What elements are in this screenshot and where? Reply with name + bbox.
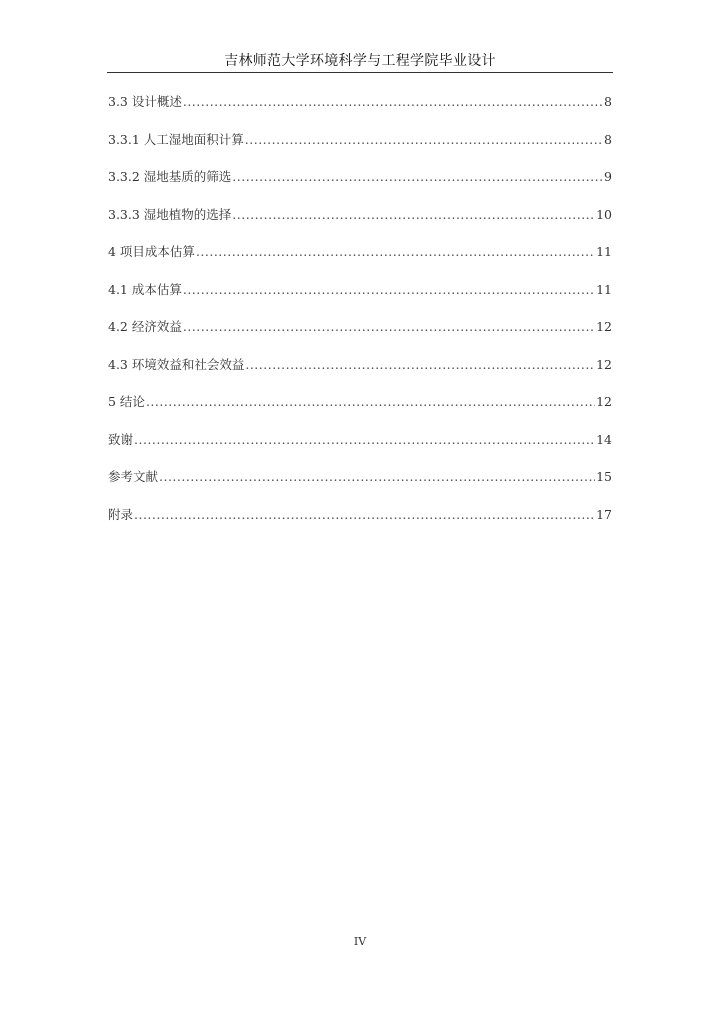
toc-entry[interactable] bbox=[108, 505, 612, 543]
toc-entry[interactable] bbox=[108, 92, 612, 130]
toc-entry-page: 10 bbox=[596, 206, 612, 222]
toc-entry[interactable] bbox=[108, 355, 612, 393]
toc-entry-page: 15 bbox=[596, 469, 612, 484]
toc-entry[interactable] bbox=[108, 130, 612, 168]
toc-dot-leader bbox=[183, 94, 603, 109]
toc-dot-leader bbox=[232, 169, 603, 184]
toc-dot-leader bbox=[159, 469, 595, 484]
toc-entry-title: 4.1 成本估算 bbox=[108, 281, 182, 297]
toc-entry[interactable] bbox=[108, 467, 612, 505]
toc-dot-leader bbox=[183, 319, 595, 334]
page-header-title: 吉林师范大学环境科学与工程学院毕业设计 bbox=[224, 53, 496, 69]
toc-entry-title: 3.3.3 湿地植物的选择 bbox=[108, 206, 232, 222]
toc-dot-leader bbox=[134, 507, 595, 522]
toc-entry-page: 12 bbox=[596, 319, 612, 334]
toc-entry[interactable] bbox=[108, 205, 612, 243]
toc-entry-page: 14 bbox=[596, 431, 612, 447]
toc-entry-title: 3.3.1 人工湿地面积计算 bbox=[108, 131, 244, 147]
toc-entry-title: 5 结论 bbox=[108, 394, 145, 409]
toc-entry-page: 11 bbox=[596, 244, 612, 259]
toc-dot-leader bbox=[146, 394, 595, 409]
header-divider bbox=[107, 72, 613, 73]
toc-entry-title: 参考文献 bbox=[108, 469, 159, 484]
toc-entry-title: 3.3.2 湿地基质的筛选 bbox=[108, 169, 232, 184]
toc-dot-leader bbox=[183, 282, 595, 297]
toc-dot-leader bbox=[245, 357, 595, 372]
toc-entry[interactable] bbox=[108, 430, 612, 468]
toc-entry[interactable] bbox=[108, 167, 612, 205]
toc-dot-leader bbox=[134, 432, 595, 447]
toc-entry-page: 12 bbox=[596, 394, 612, 409]
toc-entry-page: 12 bbox=[596, 356, 612, 372]
toc-entry-title: 4 项目成本估算 bbox=[108, 244, 195, 259]
toc-entry-page: 17 bbox=[596, 506, 612, 522]
toc-entry-title: 4.3 环境效益和社会效益 bbox=[108, 356, 245, 372]
toc-dot-leader bbox=[245, 132, 603, 147]
toc-entry[interactable] bbox=[108, 317, 612, 355]
toc-entry-page: 8 bbox=[604, 94, 612, 109]
toc-dot-leader bbox=[196, 244, 595, 259]
toc-entry-title: 3.3 设计概述 bbox=[108, 94, 182, 109]
toc-entry-page: 8 bbox=[604, 131, 612, 147]
page-number-footer: IV bbox=[353, 935, 367, 948]
toc-dot-leader bbox=[232, 207, 595, 222]
toc-entry-title: 致谢 bbox=[108, 431, 134, 447]
toc-entry-title: 附录 bbox=[108, 506, 134, 522]
toc-entry[interactable] bbox=[108, 242, 612, 280]
table-of-contents bbox=[108, 92, 612, 542]
toc-entry-title: 4.2 经济效益 bbox=[108, 319, 182, 334]
toc-entry-page: 9 bbox=[604, 169, 612, 184]
toc-entry[interactable] bbox=[108, 280, 612, 318]
toc-entry-page: 11 bbox=[596, 281, 612, 297]
toc-entry[interactable] bbox=[108, 392, 612, 430]
